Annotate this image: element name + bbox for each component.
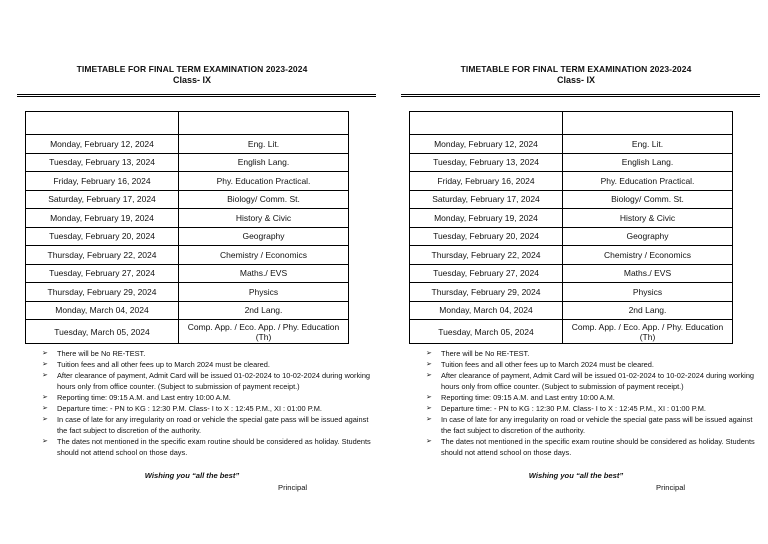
table-row — [410, 301, 733, 320]
arrow-bullet-icon: ➢ — [42, 405, 48, 412]
exam-date: Monday, February 12, 2024 — [26, 135, 179, 154]
notes-list — [426, 348, 758, 458]
note-item — [42, 414, 374, 436]
exam-table — [409, 111, 733, 344]
exam-subject: Geography — [179, 227, 349, 246]
table-header-row — [410, 112, 733, 135]
exam-subject: English Lang. — [563, 153, 733, 172]
note-item — [42, 359, 374, 370]
exam-subject: Chemistry / Economics — [563, 246, 733, 265]
table-row — [410, 320, 733, 344]
table-row — [26, 320, 349, 344]
note-item — [426, 403, 758, 414]
table-row — [26, 190, 349, 209]
exam-subject: Physics — [179, 283, 349, 302]
exam-subject: Maths./ EVS — [563, 264, 733, 283]
exam-date: Thursday, February 29, 2024 — [410, 283, 563, 302]
exam-subject: Maths./ EVS — [179, 264, 349, 283]
page-title: TIMETABLE FOR FINAL TERM EXAMINATION 2023-2024 — [76, 64, 308, 74]
exam-date: Monday, February 19, 2024 — [410, 209, 563, 228]
exam-subject: History & Civic — [179, 209, 349, 228]
table-row — [410, 264, 733, 283]
exam-date: Friday, February 16, 2024 — [26, 172, 179, 191]
note-text: The dates not mentioned in the specific exam routine should be considered as holiday. Students should not attend school on those days. — [57, 437, 371, 457]
note-item — [426, 392, 758, 403]
divider — [401, 94, 760, 97]
note-text: In case of late for any irregularity on road or vehicle the special gate pass will be issued against the fact subject to discretion of the authority. — [57, 415, 369, 435]
arrow-bullet-icon: ➢ — [42, 416, 48, 423]
exam-subject: 2nd Lang. — [563, 301, 733, 320]
note-item — [426, 436, 758, 458]
note-text: Departure time: - PN to KG : 12:30 P.M. Class- I to X : 12:45 P.M., XI : 01:00 P.M. — [441, 404, 706, 413]
notes-list — [42, 348, 374, 458]
exam-date: Monday, March 04, 2024 — [410, 301, 563, 320]
exam-date: Monday, February 12, 2024 — [410, 135, 563, 154]
exam-date: Friday, February 16, 2024 — [410, 172, 563, 191]
note-text: Tuition fees and all other fees up to March 2024 must be cleared. — [441, 360, 654, 369]
note-item — [42, 403, 374, 414]
table-row — [410, 283, 733, 302]
note-text: There will be No RE-TEST. — [441, 349, 530, 358]
note-item — [426, 359, 758, 370]
note-text: The dates not mentioned in the specific exam routine should be considered as holiday. Students should not attend school on those days. — [441, 437, 755, 457]
divider — [17, 94, 376, 97]
arrow-bullet-icon: ➢ — [426, 405, 432, 412]
exam-date: Saturday, February 17, 2024 — [26, 190, 179, 209]
exam-date: Thursday, February 22, 2024 — [410, 246, 563, 265]
header-cell — [179, 112, 349, 135]
exam-subject: Biology/ Comm. St. — [179, 190, 349, 209]
exam-date: Tuesday, March 05, 2024 — [26, 320, 179, 344]
arrow-bullet-icon: ➢ — [426, 350, 432, 357]
exam-date: Thursday, February 22, 2024 — [26, 246, 179, 265]
exam-date: Tuesday, February 13, 2024 — [410, 153, 563, 172]
note-item — [42, 370, 374, 392]
class-label: Class- IX — [556, 75, 596, 85]
header-cell — [26, 112, 179, 135]
note-text: There will be No RE-TEST. — [57, 349, 146, 358]
exam-subject: Chemistry / Economics — [179, 246, 349, 265]
exam-date: Tuesday, February 20, 2024 — [410, 227, 563, 246]
exam-subject: Comp. App. / Eco. App. / Phy. Education (Th) — [563, 320, 733, 344]
table-row — [410, 172, 733, 191]
note-text: Departure time: - PN to KG : 12:30 P.M. Class- I to X : 12:45 P.M., XI : 01:00 P.M. — [57, 404, 322, 413]
exam-date: Tuesday, February 27, 2024 — [410, 264, 563, 283]
table-row — [26, 172, 349, 191]
exam-date: Monday, February 19, 2024 — [26, 209, 179, 228]
arrow-bullet-icon: ➢ — [426, 394, 432, 401]
timetable-sheet-right — [384, 0, 768, 544]
table-row — [26, 264, 349, 283]
exam-subject: Eng. Lit. — [179, 135, 349, 154]
note-text: After clearance of payment, Admit Card will be issued 01-02-2024 to 10-02-2024 during working hours only from office counter. (Subject to submission of payment receipt.) — [441, 371, 755, 391]
wish-text: Wishing you “all the best” — [144, 471, 240, 480]
arrow-bullet-icon: ➢ — [426, 438, 432, 445]
table-row — [410, 135, 733, 154]
exam-subject: Comp. App. / Eco. App. / Phy. Education (Th) — [179, 320, 349, 344]
note-item — [426, 348, 758, 359]
arrow-bullet-icon: ➢ — [42, 361, 48, 368]
exam-subject: Eng. Lit. — [563, 135, 733, 154]
exam-date: Saturday, February 17, 2024 — [410, 190, 563, 209]
arrow-bullet-icon: ➢ — [42, 394, 48, 401]
note-text: Tuition fees and all other fees up to March 2024 must be cleared. — [57, 360, 270, 369]
table-row — [410, 190, 733, 209]
exam-subject: Phy. Education Practical. — [563, 172, 733, 191]
table-row — [26, 135, 349, 154]
class-label: Class- IX — [172, 75, 212, 85]
arrow-bullet-icon: ➢ — [42, 350, 48, 357]
exam-subject: Phy. Education Practical. — [179, 172, 349, 191]
exam-subject: English Lang. — [179, 153, 349, 172]
note-item — [426, 414, 758, 436]
note-item — [42, 436, 374, 458]
exam-table — [25, 111, 349, 344]
note-item — [42, 392, 374, 403]
table-row — [26, 246, 349, 265]
table-row — [410, 227, 733, 246]
table-row — [26, 227, 349, 246]
exam-date: Thursday, February 29, 2024 — [26, 283, 179, 302]
arrow-bullet-icon: ➢ — [426, 416, 432, 423]
note-text: Reporting time: 09:15 A.M. and Last entry 10:00 A.M. — [441, 393, 615, 402]
exam-subject: History & Civic — [563, 209, 733, 228]
exam-date: Tuesday, February 13, 2024 — [26, 153, 179, 172]
exam-subject: Geography — [563, 227, 733, 246]
exam-date: Monday, March 04, 2024 — [26, 301, 179, 320]
arrow-bullet-icon: ➢ — [42, 372, 48, 379]
note-item — [426, 370, 758, 392]
note-text: In case of late for any irregularity on road or vehicle the special gate pass will be issued against the fact subject to discretion of the authority. — [441, 415, 753, 435]
arrow-bullet-icon: ➢ — [426, 372, 432, 379]
exam-date: Tuesday, February 27, 2024 — [26, 264, 179, 283]
table-row — [26, 301, 349, 320]
exam-date: Tuesday, March 05, 2024 — [410, 320, 563, 344]
exam-subject: Physics — [563, 283, 733, 302]
header-cell — [563, 112, 733, 135]
table-row — [410, 209, 733, 228]
table-row — [26, 283, 349, 302]
arrow-bullet-icon: ➢ — [426, 361, 432, 368]
exam-date: Tuesday, February 20, 2024 — [26, 227, 179, 246]
arrow-bullet-icon: ➢ — [42, 438, 48, 445]
exam-subject: 2nd Lang. — [179, 301, 349, 320]
table-row — [410, 153, 733, 172]
page-title: TIMETABLE FOR FINAL TERM EXAMINATION 2023-2024 — [460, 64, 692, 74]
wish-text: Wishing you “all the best” — [528, 471, 624, 480]
note-text: After clearance of payment, Admit Card will be issued 01-02-2024 to 10-02-2024 during working hours only from office counter. (Subject to submission of payment receipt.) — [57, 371, 371, 391]
exam-subject: Biology/ Comm. St. — [563, 190, 733, 209]
note-item — [42, 348, 374, 359]
header-cell — [410, 112, 563, 135]
principal-signature: Principal — [278, 483, 308, 492]
table-row — [410, 246, 733, 265]
table-row — [26, 209, 349, 228]
note-text: Reporting time: 09:15 A.M. and Last entry 10:00 A.M. — [57, 393, 231, 402]
principal-signature: Principal — [656, 483, 686, 492]
table-row — [26, 153, 349, 172]
table-header-row — [26, 112, 349, 135]
